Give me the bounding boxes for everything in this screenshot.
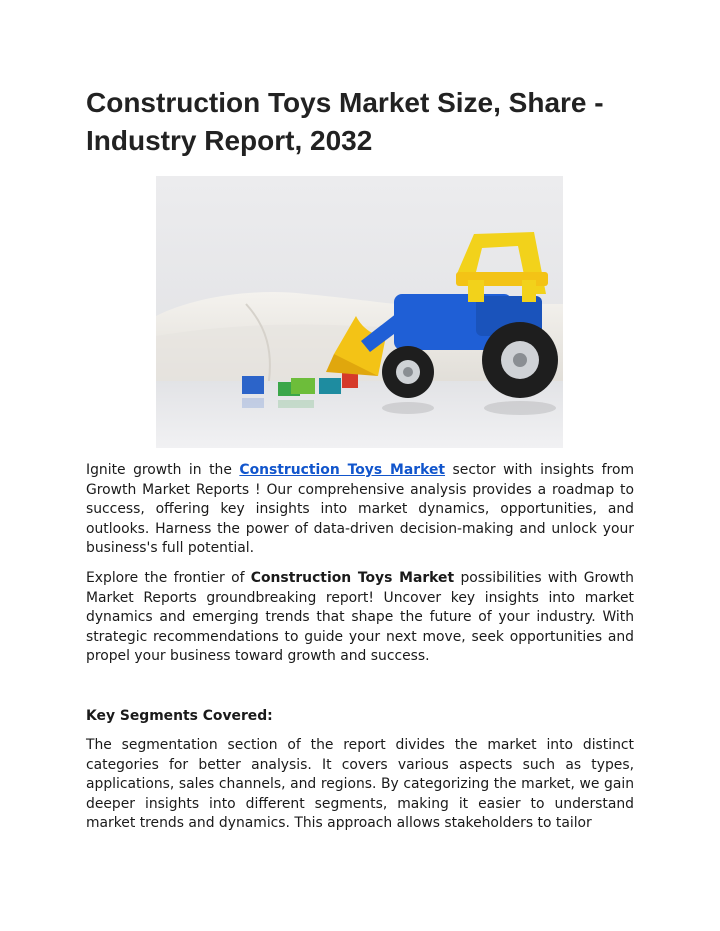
segments-heading: Key Segments Covered: xyxy=(86,708,273,724)
explore-paragraph xyxy=(86,569,634,667)
explore-text-end: possibilities with Growth Market Reports groundbreaking report! Uncover key insights into market dynamics and emerging trends that shape the future of your industry. With strategic recommendations to guide your next move, seek opportunities and propel your business toward growth and success. xyxy=(86,570,634,665)
market-link[interactable]: Construction Toys Market xyxy=(239,462,446,478)
page-title: Construction Toys Market Size, Share - Industry Report, 2032 xyxy=(86,87,604,156)
intro-text-end: sector with insights from Growth Market Reports ! Our comprehensive analysis provides a roadmap to success, offering key insights into market dynamics, opportunities, and outlooks. Harness the power of data-driven decision-making and unlock your business's full potential. xyxy=(86,462,634,557)
explore-text-start: Explore the frontier of xyxy=(86,570,251,586)
toy-tractor-image xyxy=(156,176,563,448)
segmentation-paragraph: The segmentation section of the report divides the market into distinct categories for better analysis. It covers various aspects such as types, applications, sales channels, and regions. By categorizing the market, we gain deeper insights into different segments, making it easier to understand market trends and dynamics. This approach allows stakeholders to tailor xyxy=(86,737,634,832)
market-name-bold: Construction Toys Market xyxy=(250,570,455,586)
intro-paragraph xyxy=(86,461,634,559)
intro-text-start: Ignite growth in the xyxy=(86,462,240,478)
toy-tractor-icon xyxy=(156,176,563,448)
